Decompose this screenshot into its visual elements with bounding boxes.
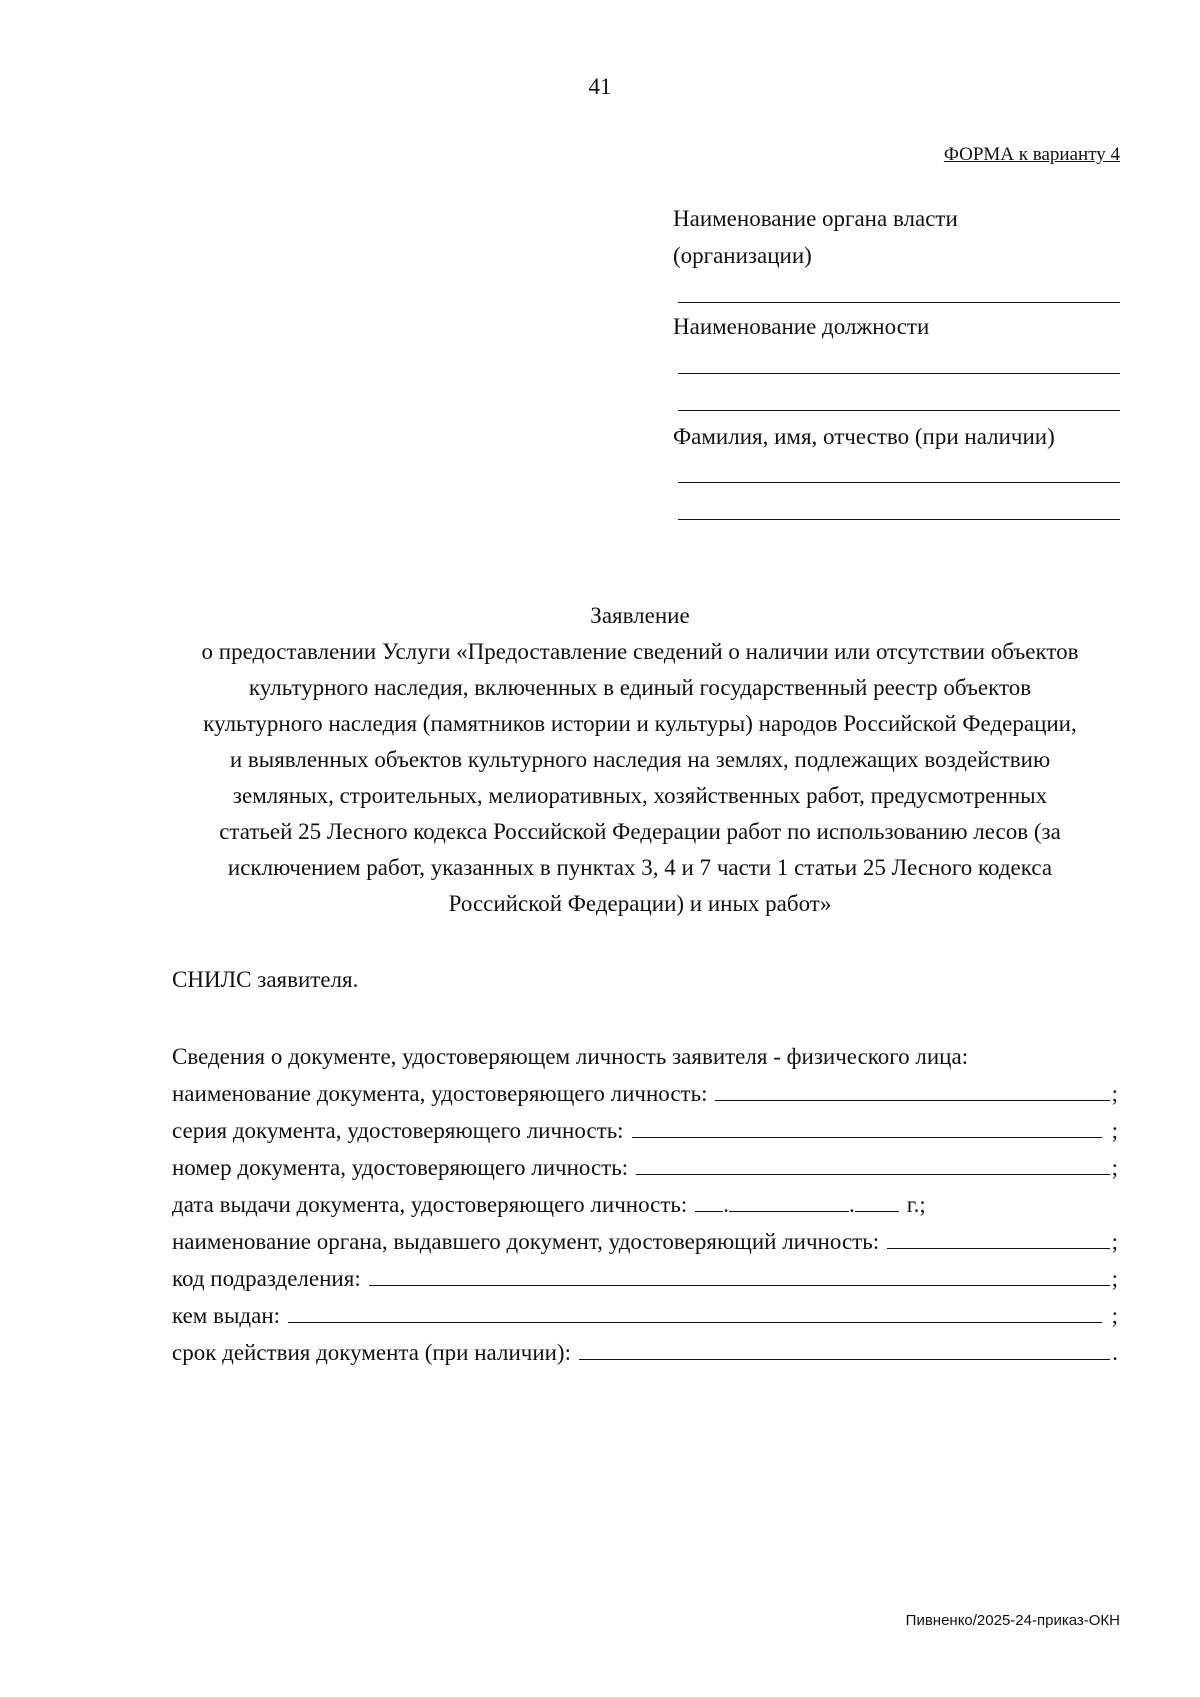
doc-number-label: номер документа, удостоверяющего личность: <box>172 1155 629 1180</box>
authority-label-line2: (организации) <box>673 243 812 268</box>
division-code-blank <box>369 1263 1110 1286</box>
issuer-blank <box>887 1226 1110 1249</box>
statement-subtitle-line: о предоставлении Услуги «Предоставление сведений о наличии или отсутствии объектов <box>201 639 1079 664</box>
doc-number-blank <box>636 1152 1109 1175</box>
issue-date-year-blank <box>855 1189 899 1212</box>
snils-label: СНИЛС заявителя. <box>172 967 359 992</box>
issue-date-separator: . <box>849 1192 855 1217</box>
fio-line-2 <box>678 519 1120 520</box>
doc-name-label: наименование документа, удостоверяющего личность: <box>172 1081 708 1106</box>
statement-subtitle-line: земляных, строительных, мелиоративных, хозяйственных работ, предусмотренных <box>232 783 1048 808</box>
statement-subtitle-line: культурного наследия, включенных в единый государственный реестр объектов <box>248 675 1032 700</box>
issuer-field <box>172 1223 1118 1260</box>
issued-by-label: кем выдан: <box>172 1303 281 1328</box>
identity-intro: Сведения о документе, удостоверяющем личность заявителя - физического лица: <box>172 1044 969 1069</box>
doc-series-blank <box>632 1115 1102 1138</box>
fio-line-1 <box>678 482 1120 483</box>
position-label: Наименование должности <box>673 314 930 339</box>
issue-date-month-blank <box>729 1189 849 1212</box>
validity-end: . <box>1112 1340 1118 1365</box>
validity-field <box>172 1334 1118 1371</box>
doc-number-field <box>172 1149 1118 1186</box>
fio-label: Фамилия, имя, отчество (при наличии) <box>673 424 1055 449</box>
statement-subtitle-line: культурного наследия (памятников истории и культуры) народов Российской Федерации, <box>203 711 1077 736</box>
doc-name-blank <box>715 1078 1109 1101</box>
statement-heading <box>170 598 1110 922</box>
doc-series-field <box>172 1112 1118 1149</box>
division-code-field <box>172 1260 1118 1297</box>
position-line-2 <box>678 410 1120 411</box>
statement-title: Заявление <box>590 603 690 628</box>
issue-date-label: дата выдачи документа, удостоверяющего личность: <box>172 1192 688 1217</box>
issued-by-blank <box>288 1300 1102 1323</box>
doc-number-end: ; <box>1111 1155 1118 1180</box>
validity-label: срок действия документа (при наличии): <box>172 1340 571 1365</box>
validity-blank <box>579 1337 1110 1360</box>
identity-fields <box>172 1038 1118 1371</box>
doc-name-end: ; <box>1111 1081 1118 1106</box>
statement-subtitle-line: и выявленных объектов культурного наследия на землях, подлежащих воздействию <box>229 747 1051 772</box>
division-code-label: код подразделения: <box>172 1266 361 1291</box>
statement-subtitle-line: Российской Федерации) и иных работ» <box>448 891 832 916</box>
issued-by-field <box>172 1297 1118 1334</box>
issuer-label: наименование органа, выдавшего документ, удостоверяющий личность: <box>172 1229 880 1254</box>
division-code-end: ; <box>1111 1266 1118 1291</box>
issued-by-end: ; <box>1111 1303 1118 1328</box>
doc-series-end: ; <box>1111 1118 1118 1143</box>
doc-series-label: серия документа, удостоверяющего личность: <box>172 1118 624 1143</box>
form-reference: ФОРМА к варианту 4 <box>943 144 1120 165</box>
authority-label-line1: Наименование органа власти <box>673 206 958 231</box>
page-number: 41 <box>588 74 612 99</box>
issue-date-separator: . <box>723 1192 730 1217</box>
issue-date-field <box>172 1186 1118 1223</box>
issuer-end: ; <box>1111 1229 1118 1254</box>
statement-subtitle-line: исключением работ, указанных в пунктах 3, 4 и 7 части 1 статьи 25 Лесного кодекса <box>227 855 1053 880</box>
issue-date-day-blank <box>695 1189 723 1212</box>
position-line-1 <box>678 373 1120 374</box>
statement-subtitle-line: статьей 25 Лесного кодекса Российской Федерации работ по использованию лесов (за <box>219 819 1061 844</box>
document-footer: Пивненко/2025-24-приказ-ОКН <box>905 1612 1120 1629</box>
issue-date-suffix: г.; <box>906 1192 926 1217</box>
authority-line <box>678 302 1120 303</box>
doc-name-field <box>172 1075 1118 1112</box>
